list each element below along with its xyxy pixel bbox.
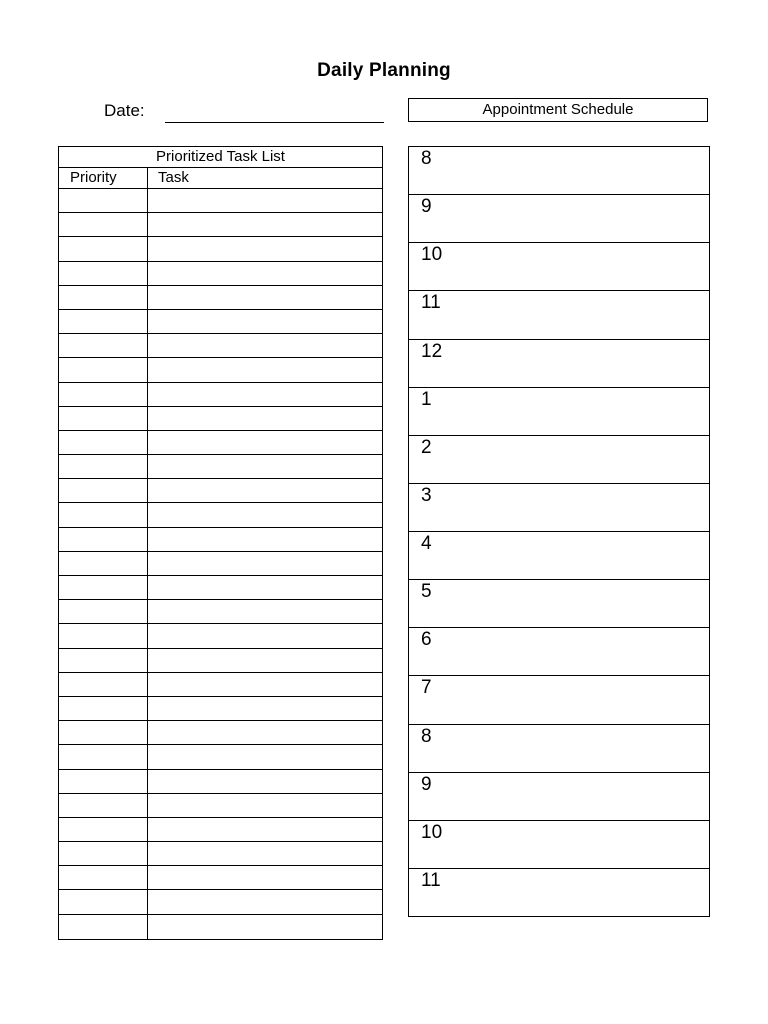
schedule-slot[interactable]: 9: [409, 195, 709, 243]
task-cell[interactable]: [148, 552, 382, 575]
table-row: [59, 383, 382, 407]
table-row: [59, 310, 382, 334]
task-cell[interactable]: [148, 286, 382, 309]
priority-cell[interactable]: [59, 576, 148, 599]
task-list-title: Prioritized Task List: [59, 147, 382, 168]
table-row: [59, 915, 382, 939]
date-field-line[interactable]: [165, 122, 384, 123]
schedule-slot[interactable]: 2: [409, 436, 709, 484]
task-cell[interactable]: [148, 697, 382, 720]
table-row: [59, 358, 382, 382]
priority-cell[interactable]: [59, 842, 148, 865]
priority-cell[interactable]: [59, 189, 148, 212]
table-row: [59, 624, 382, 648]
table-row: [59, 794, 382, 818]
task-cell[interactable]: [148, 213, 382, 236]
schedule-slot[interactable]: 8: [409, 147, 709, 195]
priority-cell[interactable]: [59, 600, 148, 623]
task-cell[interactable]: [148, 528, 382, 551]
task-cell[interactable]: [148, 721, 382, 744]
priority-cell[interactable]: [59, 237, 148, 260]
task-cell[interactable]: [148, 431, 382, 454]
date-label: Date:: [104, 101, 145, 120]
priority-cell[interactable]: [59, 383, 148, 406]
table-row: [59, 552, 382, 576]
appointment-schedule: [408, 146, 710, 917]
table-row: [59, 407, 382, 431]
task-list-header-row: [59, 168, 382, 189]
schedule-slot[interactable]: 9: [409, 773, 709, 821]
priority-cell[interactable]: [59, 794, 148, 817]
schedule-slot[interactable]: 10: [409, 243, 709, 291]
task-cell[interactable]: [148, 624, 382, 647]
table-row: [59, 721, 382, 745]
task-cell[interactable]: [148, 310, 382, 333]
task-cell[interactable]: [148, 358, 382, 381]
table-row: [59, 189, 382, 213]
priority-cell[interactable]: [59, 770, 148, 793]
task-cell[interactable]: [148, 600, 382, 623]
task-cell[interactable]: [148, 794, 382, 817]
task-cell[interactable]: [148, 237, 382, 260]
schedule-slot[interactable]: 8: [409, 725, 709, 773]
task-cell[interactable]: [148, 189, 382, 212]
schedule-slot[interactable]: 11: [409, 291, 709, 339]
table-row: [59, 770, 382, 794]
task-cell[interactable]: [148, 673, 382, 696]
task-cell[interactable]: [148, 576, 382, 599]
priority-column-header: Priority: [59, 168, 148, 188]
priority-cell[interactable]: [59, 721, 148, 744]
priority-cell[interactable]: [59, 213, 148, 236]
priority-cell[interactable]: [59, 262, 148, 285]
table-row: [59, 455, 382, 479]
priority-cell[interactable]: [59, 479, 148, 502]
table-row: [59, 237, 382, 261]
schedule-slot[interactable]: 6: [409, 628, 709, 676]
table-row: [59, 528, 382, 552]
table-row: [59, 649, 382, 673]
table-row: [59, 890, 382, 914]
priority-cell[interactable]: [59, 407, 148, 430]
priority-cell[interactable]: [59, 915, 148, 939]
task-cell[interactable]: [148, 890, 382, 913]
prioritized-task-list: [58, 146, 383, 940]
table-row: [59, 842, 382, 866]
priority-cell[interactable]: [59, 528, 148, 551]
priority-cell[interactable]: [59, 649, 148, 672]
schedule-slot[interactable]: 4: [409, 532, 709, 580]
task-cell[interactable]: [148, 818, 382, 841]
task-rows: [59, 189, 382, 939]
priority-cell[interactable]: [59, 358, 148, 381]
priority-cell[interactable]: [59, 455, 148, 478]
priority-cell[interactable]: [59, 503, 148, 526]
task-cell[interactable]: [148, 383, 382, 406]
priority-cell[interactable]: [59, 431, 148, 454]
table-row: [59, 673, 382, 697]
task-cell[interactable]: [148, 503, 382, 526]
priority-cell[interactable]: [59, 624, 148, 647]
task-cell[interactable]: [148, 842, 382, 865]
table-row: [59, 503, 382, 527]
priority-cell[interactable]: [59, 866, 148, 889]
table-row: [59, 262, 382, 286]
priority-cell[interactable]: [59, 818, 148, 841]
appointment-schedule-header: Appointment Schedule: [408, 98, 708, 122]
task-cell[interactable]: [148, 915, 382, 939]
schedule-slot[interactable]: 3: [409, 484, 709, 532]
table-row: [59, 697, 382, 721]
priority-cell[interactable]: [59, 673, 148, 696]
schedule-slot[interactable]: 11: [421, 869, 441, 891]
priority-cell[interactable]: [59, 697, 148, 720]
priority-cell[interactable]: [59, 286, 148, 309]
table-row: [59, 866, 382, 890]
priority-cell[interactable]: [59, 890, 148, 913]
table-row: [59, 334, 382, 358]
task-cell[interactable]: [148, 407, 382, 430]
schedule-slot[interactable]: 5: [409, 580, 709, 628]
schedule-slot[interactable]: 12: [409, 340, 709, 388]
task-cell[interactable]: [148, 770, 382, 793]
schedule-slot[interactable]: 7: [409, 676, 709, 724]
table-row: [59, 479, 382, 503]
priority-cell[interactable]: [59, 310, 148, 333]
priority-cell[interactable]: [59, 552, 148, 575]
table-row: [59, 745, 382, 769]
task-cell[interactable]: [148, 479, 382, 502]
task-cell[interactable]: [148, 455, 382, 478]
priority-cell[interactable]: [59, 745, 148, 768]
page-title: Daily Planning: [317, 60, 451, 81]
task-cell[interactable]: [148, 866, 382, 889]
table-row: [59, 600, 382, 624]
task-cell[interactable]: [148, 649, 382, 672]
table-row: [59, 576, 382, 600]
schedule-slot[interactable]: 1: [409, 388, 709, 436]
schedule-slot[interactable]: 10: [409, 821, 709, 869]
table-row: [59, 213, 382, 237]
task-cell[interactable]: [148, 334, 382, 357]
task-column-header: Task: [158, 169, 189, 186]
priority-cell[interactable]: [59, 334, 148, 357]
task-cell[interactable]: [148, 745, 382, 768]
table-row: [59, 818, 382, 842]
table-row: [59, 431, 382, 455]
table-row: [59, 286, 382, 310]
task-cell[interactable]: [148, 262, 382, 285]
